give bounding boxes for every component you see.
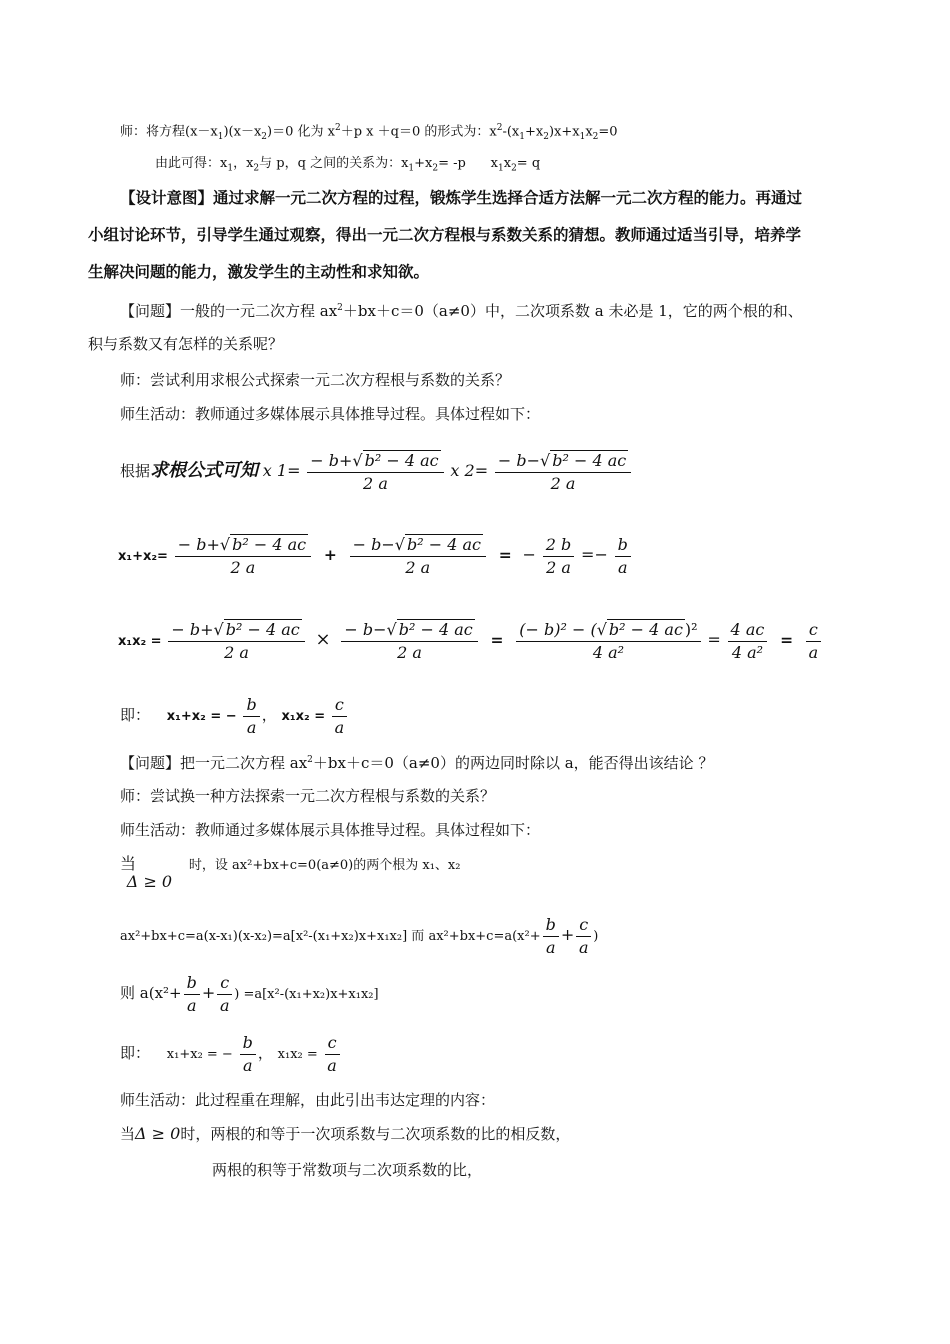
teacher-prompt-2: 师：尝试换一种方法探索一元二次方程根与系数的关系？ — [120, 787, 496, 805]
text: + — [323, 546, 337, 564]
text: + — [560, 925, 575, 944]
sqrt: √ b² − 4 ac — [540, 450, 627, 470]
text: ， — [257, 1044, 273, 1062]
sqrt: √ b² − 4 ac — [386, 619, 473, 639]
text: ＋p x ＋q＝0 的形式为：x — [340, 124, 497, 140]
sqrt: √ b² − 4 ac — [219, 534, 307, 554]
text: 2 a — [397, 642, 422, 662]
text: Δ ≥ 0 — [135, 1124, 181, 1143]
question-1-line-2: 积与系数又有怎样的关系呢？ — [88, 335, 284, 353]
fraction-c-over-a — [217, 972, 232, 1017]
sqrt: √ b² − 4 ac — [394, 534, 481, 554]
conclusion-fraction-c — [325, 1032, 340, 1077]
text: )(x－x — [223, 124, 262, 140]
activity-1: 师生活动：教师通过多媒体展示具体推导过程。具体过程如下： — [120, 405, 541, 423]
text: x 2= — [450, 461, 489, 480]
sub: 1 — [408, 163, 415, 174]
text: x — [585, 124, 593, 140]
text: = — [707, 630, 721, 649]
equate-line — [120, 968, 379, 1020]
sqrt: √ b² − 4 ac — [596, 619, 683, 639]
text: ＋bx＋c＝0（a≠0）的两边同时除以 a，能否得出该结论 ？ — [312, 754, 714, 772]
text: b — [184, 972, 200, 995]
x1-fraction — [307, 450, 443, 495]
text: 当 — [120, 1125, 136, 1143]
text: x₁+x₂ = − — [166, 709, 237, 724]
text: (− b)² − ( — [519, 619, 597, 639]
sub: 2 — [543, 131, 549, 142]
prod-result-fraction — [806, 619, 821, 664]
text: a — [327, 1055, 337, 1075]
text: 由此可得：x — [155, 156, 228, 171]
text: x₁+x₂= — [118, 549, 168, 564]
activity-3: 师生活动：此过程重在理解，由此引出韦达定理的内容： — [120, 1091, 496, 1109]
text: c — [325, 1032, 340, 1055]
question-2 — [120, 750, 713, 773]
text: = — [780, 631, 794, 649]
text: 4 a² — [731, 642, 764, 662]
text: 2 a — [363, 473, 388, 493]
text: 师：将方程(x－x — [120, 124, 218, 140]
design-intent-line-2: 小组讨论环节，引导学生通过观察，得出一元二次方程根与系数关系的猜想。教师通过适当引导，培养学 — [88, 226, 802, 244]
text: − b+ — [171, 619, 214, 639]
text: x₁x₂ = — [277, 1047, 318, 1062]
text: 4 a² — [592, 642, 625, 662]
text: b — [243, 694, 259, 717]
text: = — [490, 631, 504, 649]
text: − b− — [352, 534, 395, 554]
prod-fraction-1 — [168, 619, 304, 664]
relation-line — [155, 154, 540, 179]
when-delta-line — [120, 854, 461, 891]
text: × — [315, 629, 331, 650]
text: 2 a — [224, 642, 249, 662]
sub: 1 — [497, 163, 504, 174]
teacher-line-transform — [120, 118, 618, 147]
prod-fraction-4 — [728, 619, 768, 664]
text: )x+x — [548, 124, 580, 140]
text: − b+ — [177, 534, 220, 554]
fraction-b-over-a — [543, 914, 559, 959]
text: − b+ — [310, 450, 353, 470]
text: − b− — [344, 619, 387, 639]
question-1-line-1 — [120, 298, 803, 321]
text: ＋bx＋c＝0（a≠0）中，二次项系数 a 未必是 1，它的两个根的和、 — [342, 302, 803, 320]
text: 则 a(x²+ — [120, 984, 182, 1002]
sub: 1 — [217, 131, 224, 142]
text: a — [246, 717, 257, 737]
text: 4 ac — [728, 619, 768, 642]
sum-result-fraction — [615, 534, 631, 579]
text: a — [219, 996, 230, 1015]
text: b — [543, 914, 559, 937]
text: x₁+x₂ = − — [166, 1047, 233, 1062]
text: b — [615, 534, 631, 557]
text: 2 a — [405, 557, 431, 577]
text: 2 a — [546, 557, 571, 577]
radicand: b² − 4 ac — [406, 534, 481, 554]
sub: 1 — [519, 131, 525, 142]
text: 2 b — [543, 534, 575, 557]
design-intent-line-3: 生解决问题的能力，激发学生的主动性和求知欲。 — [88, 263, 430, 281]
text: a — [545, 938, 556, 957]
sup: 2 — [496, 123, 503, 133]
sub: 2 — [511, 163, 517, 174]
text: ，x — [233, 156, 254, 171]
vieta-line-1 — [120, 1124, 570, 1144]
text: − — [594, 545, 608, 564]
text: a — [808, 642, 819, 662]
text: c — [806, 619, 821, 642]
text: x₁x₂ = — [118, 634, 162, 649]
sup: 2 — [337, 303, 343, 313]
radicand: b² − 4 ac — [364, 450, 439, 470]
text: 根据 — [120, 462, 151, 480]
text: = q — [516, 156, 541, 171]
text: 2 a — [230, 557, 256, 577]
prod-fraction-3 — [516, 619, 700, 664]
radicand: b² − 4 ac — [398, 619, 473, 639]
text: c — [217, 972, 232, 995]
text: = — [581, 545, 595, 564]
text: − b− — [497, 450, 541, 470]
text: a — [617, 557, 628, 577]
text: +x — [414, 156, 433, 171]
x2-fraction — [495, 450, 631, 495]
sub: 2 — [592, 131, 599, 142]
text: = -p x — [438, 156, 498, 171]
conclusion-fraction-c — [332, 694, 347, 739]
text: a — [334, 717, 345, 737]
text: + — [201, 983, 216, 1002]
sub: 1 — [227, 163, 234, 174]
product-line — [118, 615, 823, 667]
sum-fraction-3 — [543, 534, 575, 579]
text: +x — [524, 124, 544, 140]
teacher-prompt-1: 师：尝试利用求根公式探索一元二次方程根与系数的关系？ — [120, 371, 511, 389]
conclusion-fraction-b — [243, 694, 259, 739]
text: a — [186, 996, 197, 1015]
vieta-line-2: 两根的积等于常数项与二次项系数的比， — [212, 1161, 483, 1179]
sum-fraction-1 — [175, 534, 311, 579]
sum-line — [118, 530, 633, 582]
text: = — [498, 546, 512, 564]
text: 即： — [120, 706, 151, 724]
root-formula-line — [120, 446, 633, 496]
text: 求根公式可知 — [150, 460, 259, 481]
text: 2 a — [550, 473, 576, 493]
text: 与 p，q 之间的关系为：x — [259, 156, 409, 171]
text: )＝0 化为 x — [267, 124, 335, 140]
text: 时，两根的和等于一次项系数与二次项系数的比的相反数， — [180, 1125, 571, 1143]
text: 【问题】一般的一元二次方程 ax — [120, 302, 338, 320]
text: x — [503, 156, 512, 171]
text: )² — [684, 619, 698, 639]
conclusion-line-2 — [120, 1028, 342, 1080]
text: ) — [593, 929, 599, 944]
prod-fraction-2 — [341, 619, 477, 664]
text: ax²+bx+c=a(x-x₁)(x-x₂)=a[x²-(x₁+x₂)x+x₁x₂] 而 ax²+bx+c=a(x²+ — [120, 929, 541, 944]
text: 即： — [120, 1044, 151, 1062]
radicand: b² − 4 ac — [552, 450, 627, 470]
sum-fraction-2 — [350, 534, 486, 579]
factorization-line — [120, 910, 598, 962]
design-intent-line-1: 【设计意图】通过求解一元二次方程的过程，锻炼学生选择合适方法解一元二次方程的能力。再通过 — [120, 189, 803, 207]
sub: 2 — [261, 131, 268, 142]
sub: 2 — [253, 163, 260, 174]
fraction-c-over-a — [576, 914, 591, 959]
radicand: b² − 4 ac — [608, 619, 683, 639]
text: ， — [261, 706, 277, 724]
activity-2: 师生活动：教师通过多媒体展示具体推导过程。具体过程如下： — [120, 821, 541, 839]
text: b — [240, 1032, 256, 1055]
text: − — [522, 545, 536, 564]
text: a — [242, 1055, 253, 1075]
sub: 2 — [432, 163, 439, 174]
conclusion-line-1 — [120, 690, 349, 742]
text: x₁x₂ = — [281, 709, 326, 724]
text: ) =a[x²-(x₁+x₂)x+x₁x₂] — [234, 987, 379, 1002]
text: Δ ≥ 0 — [126, 872, 173, 891]
sup: 2 — [307, 755, 313, 765]
text: x 1= — [262, 461, 301, 480]
sup: 2 — [334, 123, 341, 133]
text: c — [332, 694, 347, 717]
conclusion-fraction-b — [240, 1032, 256, 1077]
radicand: b² − 4 ac — [225, 619, 300, 639]
sqrt: √ b² − 4 ac — [352, 450, 439, 470]
text: 时，设 ax²+bx+c=0(a≠0)的两个根为 x₁、x₂ — [188, 858, 461, 873]
text: 【问题】把一元二次方程 ax — [120, 754, 308, 772]
text: -(x — [502, 124, 520, 140]
text: 当 — [120, 854, 137, 873]
sqrt: √ b² − 4 ac — [213, 619, 300, 639]
sub: 1 — [579, 131, 586, 142]
fraction-b-over-a — [184, 972, 200, 1017]
text: =0 — [598, 124, 618, 140]
text: c — [576, 914, 591, 937]
text: a — [578, 938, 589, 957]
radicand: b² − 4 ac — [232, 534, 307, 554]
